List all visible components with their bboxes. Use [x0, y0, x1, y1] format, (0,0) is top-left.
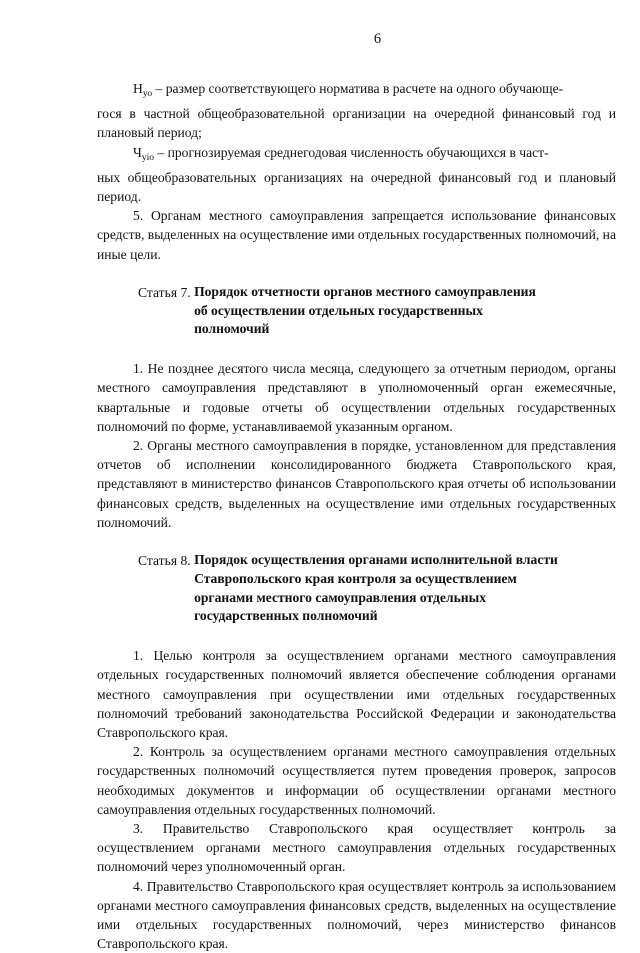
article-8-heading [97, 551, 616, 626]
article-7-title-line: Порядок отчетности органов местного самоуправления [194, 283, 536, 299]
article-7-title-line: полномочий [194, 321, 270, 337]
article-7-paragraph-1: 1. Не позднее десятого числа месяца, следующего за отчетным периодом, органы местного самоуправления представляют в уполномоченный орган ежемесячные, квартальные и годовые отчеты об осуществлении отдельных государственных полномочий по форме, устанавливаемой указанным органом. [97, 361, 616, 434]
article-8-paragraph-1: 1. Целью контроля за осуществлением органами местного самоуправления отдельных государственных полномочий является обеспечение соблюдения органами местного самоуправления при осуществлении ими отдельных государственных полномочий требований законодательства Российской Федерации и законодательства Ставропольского края. [97, 648, 616, 741]
article-8-paragraph-4: 4. Правительство Ставропольского края осуществляет контроль за использованием органами местного самоуправления финансовых средств, выделенных на осуществление ими отдельных государственных полномочий, через министерство финансов Ставропольского края. [97, 878, 616, 952]
article-8-paragraph-2: 2. Контроль за осуществлением органами местного самоуправления отдельных государственных полномочий осуществляется путем проведения проверок, запросов необходимых документов и информации об осуществлении органами местного самоуправления отдельных государственных полномочий. [97, 744, 616, 817]
article-7-title [194, 283, 616, 339]
article-7-title-line: об осуществлении отдельных государственных [194, 302, 483, 318]
article-8-title-line: Ставропольского края контроля за осуществлением [194, 570, 517, 586]
symbol-count: $Ч_{уio}$ [133, 144, 154, 163]
definition-count: $Ч_{уio}$ – прогнозируемая среднегодовая численность обучающихся в част- [133, 144, 549, 163]
article-8-title-line: государственных полномочий [194, 608, 378, 624]
definition-count-cont: ных общеобразовательных организациях на очередной финансовый год и плановый период. [97, 169, 616, 205]
article-8-title-line: Порядок осуществления органами исполнительной власти [194, 552, 558, 568]
article-8-paragraph-3: 3. Правительство Ставропольского края осуществляет контроль за осуществлением органами местного самоуправления отдельных государственных полномочий через уполномоченный орган. [97, 821, 616, 875]
article-8-number: Статья 8. [138, 553, 195, 569]
paragraph-5: 5. Органам местного самоуправления запрещается использование финансовых средств, выделенных на осуществление ими отдельных государственных полномочий, на иные цели. [97, 208, 616, 262]
symbol-norm: $Н_{уо}$ [133, 81, 153, 99]
article-7-number: Статья 7. [138, 284, 195, 300]
definition-norm: $Н_{уо}$ – размер соответствующего норматива в расчете на одного обучающе- [133, 81, 564, 99]
article-7-paragraph-2: 2. Органы местного самоуправления в порядке, установленном для представления отчетов об исполнении консолидированного бюджета Ставропольского края, представляют в министерство финансов Ставропольского края отчеты об использовании финансовых средств, выделенных на осуществление ими отдельных государственных полномочий. [97, 438, 616, 530]
article-8-title-line: органами местного самоуправления отдельных [194, 589, 487, 605]
article-7-heading [97, 283, 616, 339]
page-number: 6 [373, 31, 382, 47]
definition-norm-cont: гося в частной общеобразовательной организации на очередной финансовый год и плановый период; [97, 106, 616, 141]
article-8-title [194, 551, 616, 626]
